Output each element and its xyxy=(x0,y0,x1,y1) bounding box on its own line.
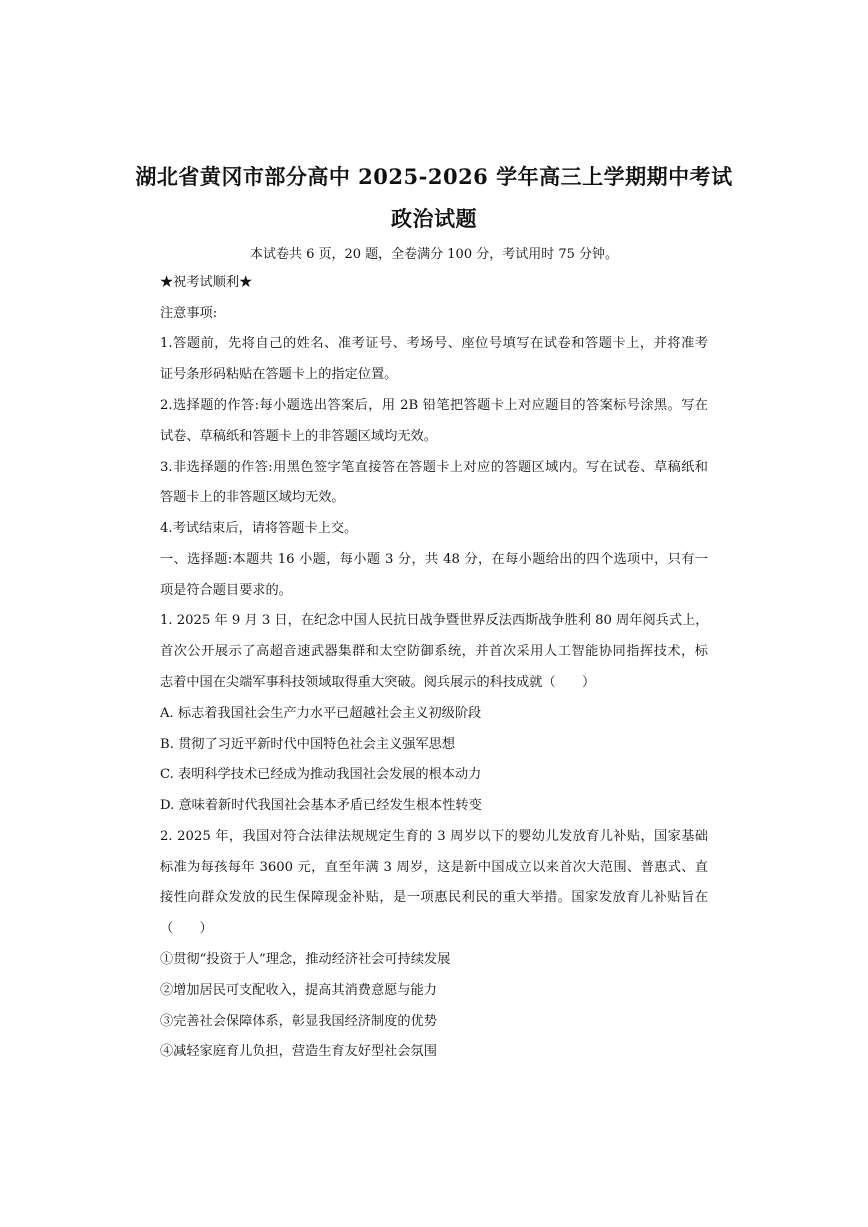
question-1-option-a: A. 标志着我国社会生产力水平已超越社会主义初级阶段 xyxy=(160,706,482,721)
notice-item-1-line-2: 证号条形码粘贴在答题卡上的指定位置。 xyxy=(160,367,398,382)
section-1-heading-line-2: 项是符合题目要求的。 xyxy=(160,583,292,598)
notice-item-3-line-1: 3.非选择题的作答:用黑色签字笔直接答在答题卡上对应的答题区域内。写在试卷、草稿纸和 xyxy=(160,460,708,475)
section-1-heading-line-1: 一、选择题:本题共 16 小题，每小题 3 分，共 48 分，在每小题给出的四个选项中，只有一 xyxy=(160,552,708,567)
exam-subject-title: 政治试题 xyxy=(391,206,477,231)
question-2-stem-line-3: 接性向群众发放的民生保障现金补贴，是一项惠民利民的重大举措。国家发放育儿补贴旨在 xyxy=(160,890,708,905)
notice-heading: 注意事项: xyxy=(160,306,218,321)
question-2-item-1: ①贯彻“投资于人”理念，推动经济社会可持续发展 xyxy=(160,952,451,967)
question-2-item-3: ③完善社会保障体系，彰显我国经济制度的优势 xyxy=(160,1014,437,1029)
question-1-stem-line-2: 首次公开展示了高超音速武器集群和太空防御系统，并首次采用人工智能协同指挥技术，标 xyxy=(160,644,708,659)
question-1-option-b: B. 贯彻了习近平新时代中国特色社会主义强军思想 xyxy=(160,737,456,752)
question-2-stem-line-1: 2. 2025 年，我国对符合法律法规规定生育的 3 周岁以下的婴幼儿发放育儿补贴，国家基础 xyxy=(160,829,708,844)
question-2-stem-line-4: （ ） xyxy=(160,921,213,936)
notice-item-3-line-2: 答题卡上的非答题区域均无效。 xyxy=(160,490,345,505)
exam-title: 湖北省黄冈市部分高中 2025-2026 学年高三上学期期中考试 xyxy=(135,164,733,189)
exam-info: 本试卷共 6 页，20 题，全卷满分 100 分，考试用时 75 分钟。 xyxy=(249,247,619,262)
notice-item-1-line-1: 1.答题前，先将自己的姓名、准考证号、考场号、座位号填写在试卷和答题卡上，并将准考 xyxy=(160,336,708,351)
question-1-stem-line-3: 志着中国在尖端军事科技领域取得重大突破。阅兵展示的科技成就（ ） xyxy=(160,675,596,690)
question-2-item-2: ②增加居民可支配收入，提高其消费意愿与能力 xyxy=(160,983,437,998)
notice-item-4: 4.考试结束后，请将答题卡上交。 xyxy=(160,521,358,536)
good-luck-text: ★祝考试顺利★ xyxy=(160,275,253,290)
question-1-stem-line-1: 1. 2025 年 9 月 3 日，在纪念中国人民抗日战争暨世界反法西斯战争胜利 80 周年阅兵式上， xyxy=(160,613,709,628)
question-2-stem-line-2: 标准为每孩每年 3600 元，直至年满 3 周岁，这是新中国成立以来首次大范围、普惠式、直 xyxy=(160,860,708,875)
notice-item-2-line-2: 试卷、草稿纸和答题卡上的非答题区域均无效。 xyxy=(160,429,437,444)
question-1-option-d: D. 意味着新时代我国社会基本矛盾已经发生根本性转变 xyxy=(160,798,482,813)
question-2-item-4: ④减轻家庭育儿负担，营造生育友好型社会氛围 xyxy=(160,1044,437,1059)
notice-item-2-line-1: 2.选择题的作答:每小题选出答案后，用 2B 铅笔把答题卡上对应题目的答案标号涂黑。写在 xyxy=(160,398,708,413)
question-1-option-c: C. 表明科学技术已经成为推动我国社会发展的根本动力 xyxy=(160,767,482,782)
